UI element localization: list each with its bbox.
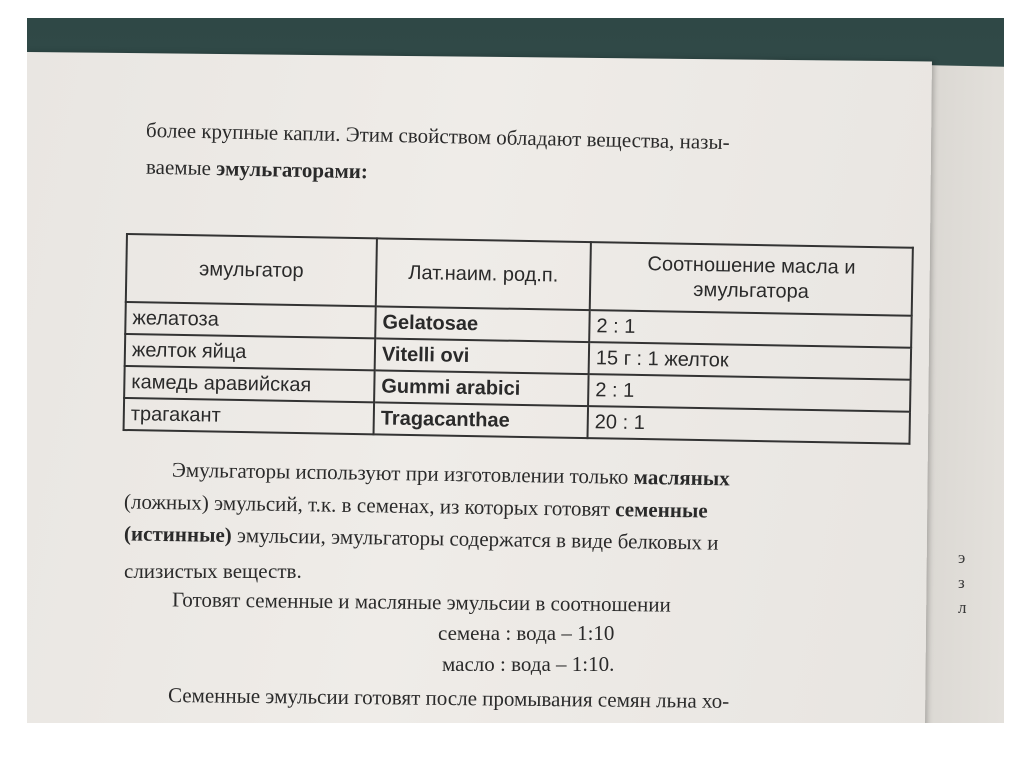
emulsifier-table [123,233,914,445]
table-cell: Gummi arabici [374,370,589,406]
table-cell: 2 : 1 [588,374,911,412]
paragraph1-line-4 [124,559,302,584]
side-letter: э [958,548,966,567]
table-cell: желатоза [125,302,376,338]
table-header: Соотношение масла и эмульгатора [590,242,913,316]
paragraph-text: слизистых веществ. [124,559,302,583]
table-header: эмульгатор [126,234,377,306]
intro-bold-term: эмульгаторами: [216,156,369,184]
side-letter: л [958,598,967,617]
paragraph-bold-term: масляных [633,464,730,491]
intro-text-2: ваемые [145,154,217,181]
paragraph-text: эмульсии, эмульгаторы содержатся в виде белковых и [231,523,719,555]
table-cell: 20 : 1 [587,406,910,444]
table-cell: камедь аравийская [124,366,375,402]
table-cell: желток яйца [125,334,376,370]
table-header: Лат.наим. род.п. [376,238,591,310]
table-cell: Tragacanthae [374,402,589,438]
table-cell: Vitelli ovi [375,338,590,374]
table-cell: Gelatosae [375,306,590,342]
intro-text-1: более крупные капли. Этим свойством обладают вещества, назы- [145,117,730,155]
ratio-text: масло : вода – 1:10. [442,652,615,676]
paragraph-text: (ложных) эмульсий, т.к. в семенах, из которых готовят [123,489,616,522]
table-cell: трагакант [124,398,375,434]
side-letter: з [958,573,965,592]
paragraph2-line-2 [438,621,614,646]
paragraph-text: Семенные эмульсии готовят после промывания семян льна хо- [167,683,730,713]
ratio-text: семена : вода – 1:10 [438,621,615,645]
table-cell: 15 г : 1 желток [589,342,912,380]
paragraph-text: Эмульгаторы используют при изготовлении только [171,457,634,489]
table-cell: 2 : 1 [589,310,912,348]
paragraph-bold-term: (истинные) [123,521,232,548]
paragraph2-line-3 [442,652,614,677]
paragraph-text: Готовят семенные и масляные эмульсии в соотношении [171,587,671,617]
side-page-letters [958,545,976,620]
paragraph-bold-term: семенные [615,497,708,523]
paragraph2-line-1 [172,587,671,617]
intro-line-2 [146,155,368,185]
